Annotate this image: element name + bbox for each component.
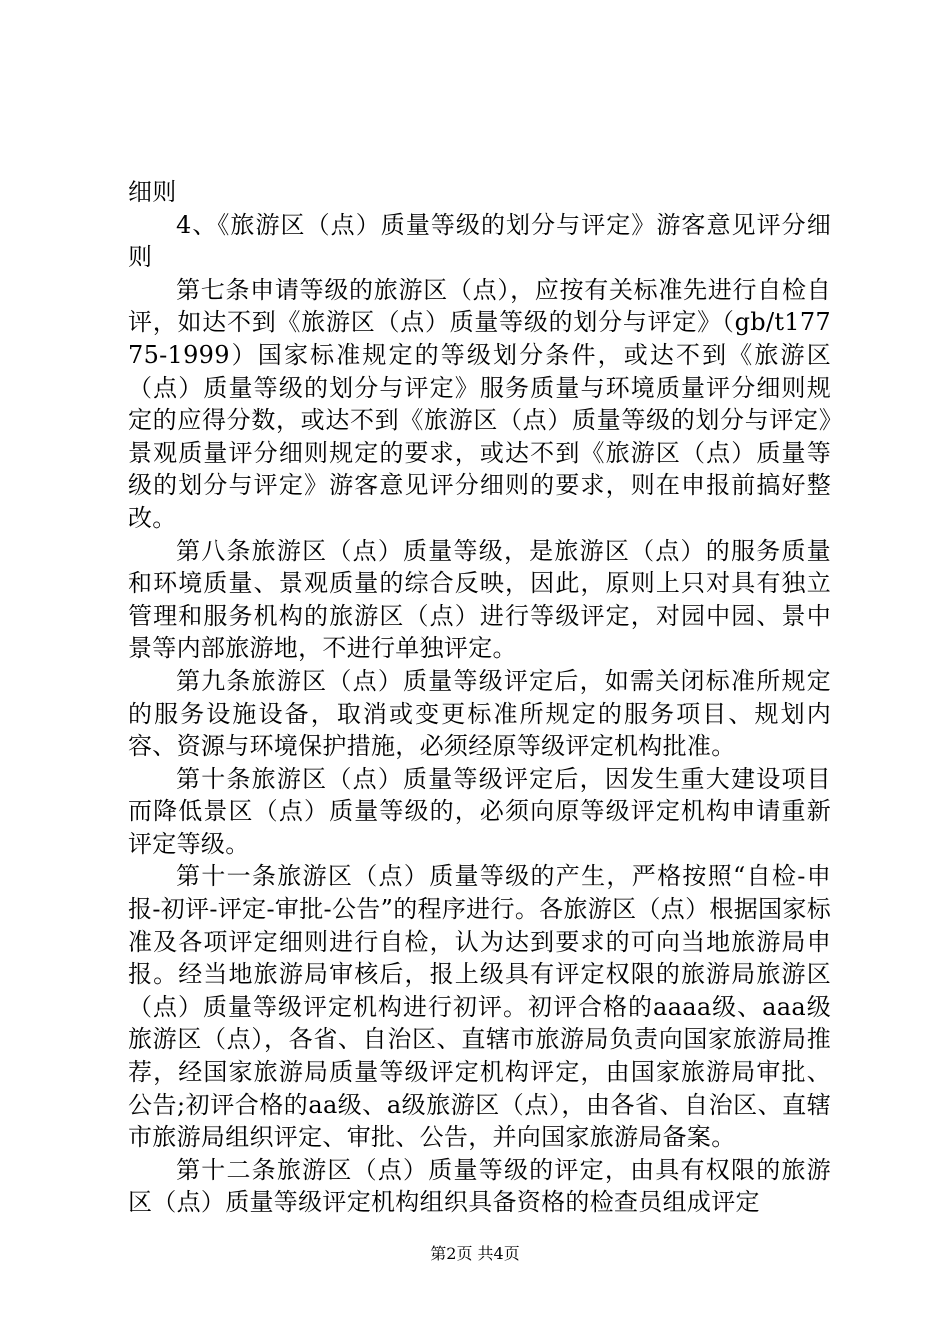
paragraph-article-9: 第九条旅游区（点）质量等级评定后，如需关闭标准所规定的服务设施设备，取消或变更标准所规定的服务项目、规划内容、资源与环境保护措施，必须经原等级评定机构批准。 <box>128 666 831 761</box>
paragraph-article-8: 第八条旅游区（点）质量等级，是旅游区（点）的服务质量和环境质量、景观质量的综合反映，因此，原则上只对具有独立管理和服务机构的旅游区（点）进行等级评定，对园中园、景中景等内部旅游地，不进行单独评定。 <box>128 536 831 663</box>
paragraph-article-10: 第十条旅游区（点）质量等级评定后，因发生重大建设项目而降低景区（点）质量等级的，必须向原等级评定机构申请重新评定等级。 <box>128 764 831 858</box>
page-number-footer: 第2页 共4页 <box>430 1244 520 1263</box>
paragraph-article-12: 第十二条旅游区（点）质量等级的评定，由具有权限的旅游区（点）质量等级评定机构组织具备资格的检查员组成评定 <box>128 1155 831 1217</box>
paragraph-article-11: 第十一条旅游区（点）质量等级的产生，严格按照“自检-申报-初评-评定-审批-公告”的程序进行。各旅游区（点）根据国家标准及各项评定细则进行自检，认为达到要求的可向当地旅游局申报。经当地旅游局审核后，报上级具有评定权限的旅游局旅游区（点）质量等级评定机构进行初评。初评合格的aaaa级、aaa级旅游区（点），各省、自治区、直辖市旅游局负责向国家旅游局推荐，经国家旅游局质量等级评定机构评定，由国家旅游局审批、公告;初评合格的aa级、a级旅游区（点），由各省、自治区、直辖市旅游局组织评定、审批、公告，并向国家旅游局备案。 <box>128 862 831 1152</box>
document-body <box>128 176 831 1219</box>
paragraph-item-4: 4、《旅游区（点）质量等级的划分与评定》游客意见评分细则 <box>128 210 831 272</box>
paragraph-continuation: 细则 <box>128 178 177 206</box>
paragraph-article-7: 第七条申请等级的旅游区（点），应按有关标准先进行自检自评，如达不到《旅游区（点）质量等级的划分与评定》（gb/t17775-1999）国家标准规定的等级划分条件，或达不到《旅游区（点）质量等级的划分与评定》服务质量与环境质量评分细则规定的应得分数，或达不到《旅游区（点）质量等级的划分与评定》景观质量评分细则规定的要求，或达不到《旅游区（点）质量等级的划分与评定》游客意见评分细则的要求，则在申报前搞好整改。 <box>128 275 831 532</box>
